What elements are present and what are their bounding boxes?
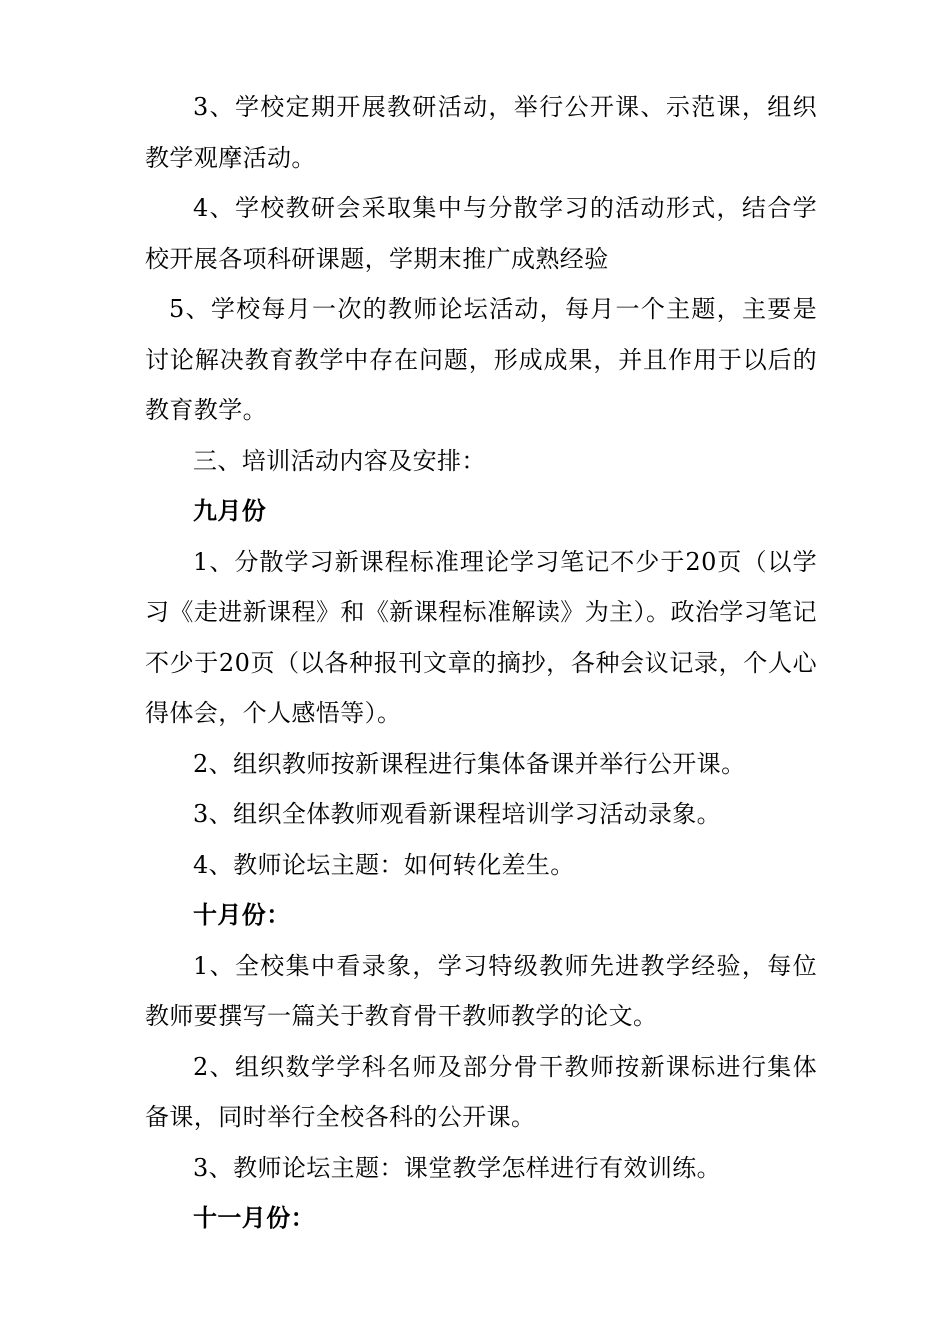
september-item-1: 1、分散学习新课程标准理论学习笔记不少于20页（以学习《走进新课程》和《新课程标准解读》为主）。政治学习笔记不少于20页（以各种报刊文章的摘抄，各种会议记录，个人心得体会，个人感悟等）。 (145, 547, 817, 727)
september-item-3: 3、组织全体教师观看新课程培训学习活动录象。 (193, 800, 722, 828)
september-item-2: 2、组织教师按新课程进行集体备课并举行公开课。 (193, 749, 746, 778)
september-item-4: 4、教师论坛主题：如何转化差生。 (193, 850, 575, 879)
month-heading-november: 十一月份： (193, 1203, 315, 1232)
section-heading-training: 三、培训活动内容及安排： (193, 446, 486, 475)
month-heading-september: 九月份 (193, 496, 267, 525)
october-item-3: 3、教师论坛主题：课堂教学怎样进行有效训练。 (193, 1153, 722, 1182)
october-item-1: 1、全校集中看录象，学习特级教师先进教学经验，每位教师要撰写一篇关于教育骨干教师教学的论文。 (145, 951, 817, 1030)
october-item-2: 2、组织数学学科名师及部分骨干教师按新课标进行集体备课，同时举行全校各科的公开课。 (145, 1052, 817, 1131)
month-heading-october: 十月份： (193, 900, 291, 929)
document-body (145, 82, 817, 1244)
paragraph-item-3: 3、学校定期开展教研活动，举行公开课、示范课，组织教学观摩活动。 (145, 93, 817, 172)
paragraph-item-5: 5、学校每月一次的教师论坛活动，每月一个主题，主要是讨论解决教育教学中存在问题，形成成果，并且作用于以后的教育教学。 (145, 295, 817, 424)
paragraph-item-4: 4、学校教研会采取集中与分散学习的活动形式，结合学校开展各项科研课题，学期末推广成熟经验 (145, 194, 817, 273)
